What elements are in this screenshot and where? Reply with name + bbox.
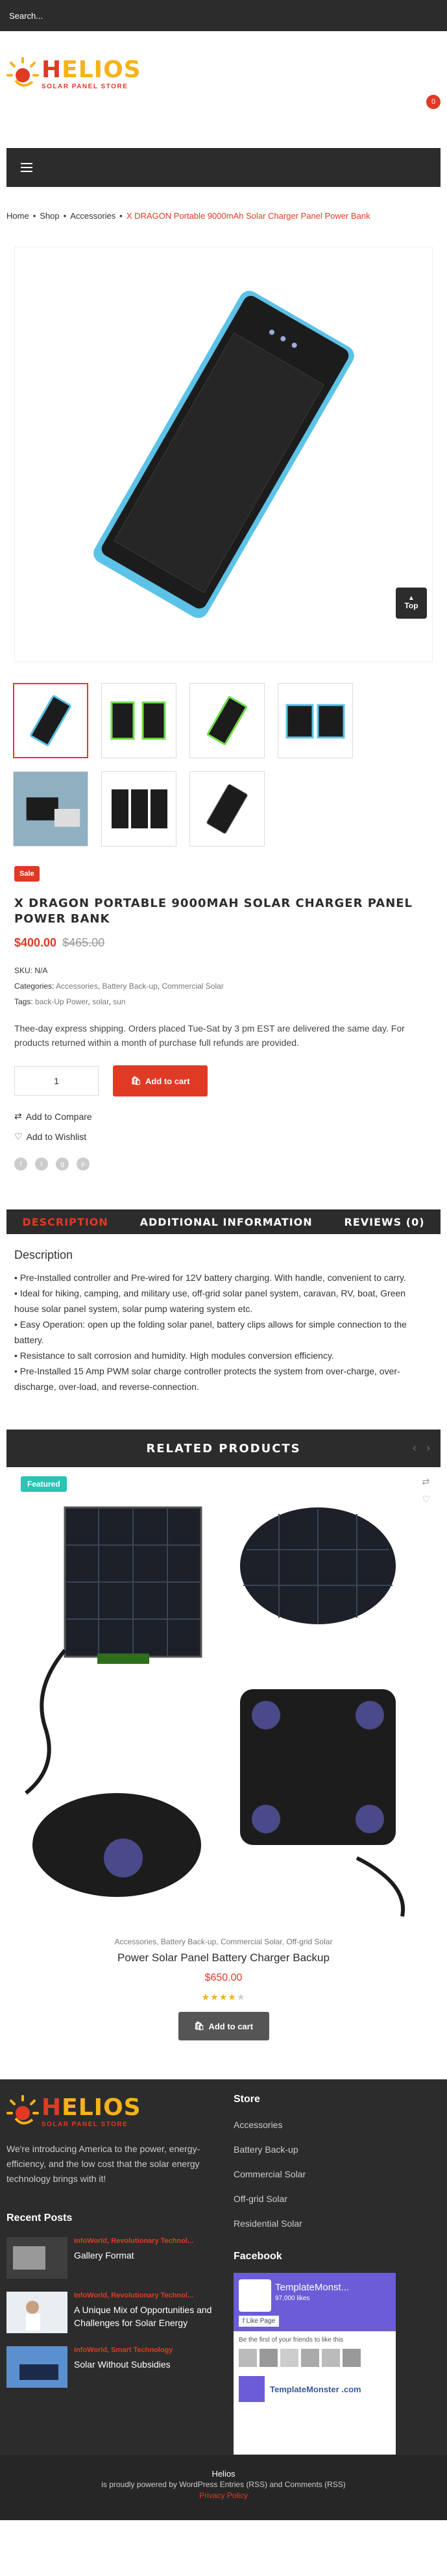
logo-name: ELIOS: [62, 2094, 141, 2121]
featured-badge: Featured: [21, 1476, 67, 1492]
post-thumbnail: [6, 2346, 67, 2388]
recent-post[interactable]: [6, 2346, 227, 2388]
tag-link[interactable]: solar: [92, 997, 109, 1006]
chevron-left-icon[interactable]: ‹: [413, 1443, 417, 1454]
add-to-cart-row: [14, 1065, 433, 1096]
category-link[interactable]: Accessories: [56, 982, 98, 991]
chevron-right-icon[interactable]: ›: [426, 1443, 430, 1454]
product-title: X DRAGON PORTABLE 9000MAH SOLAR CHARGER PANEL POWER BANK: [14, 897, 413, 926]
logo-letter: H: [42, 2094, 62, 2121]
post-category: InfoWorld, Revolutionary Technol...: [74, 2292, 194, 2299]
related-products-header: [6, 1430, 441, 1467]
sku-label: SKU:: [14, 966, 33, 975]
product-meta: [14, 963, 433, 1009]
breadcrumb: [0, 211, 447, 221]
categories-row: Categories: Accessories, Battery Back-up, Commercial Solar: [14, 982, 224, 991]
bag-icon: 🛍: [130, 1076, 141, 1085]
post-title: Solar Without Subsidies: [74, 2359, 171, 2370]
related-products-title: RELATED PRODUCTS: [146, 1441, 301, 1455]
wishlist-label: Add to Wishlist: [26, 1131, 87, 1142]
breadcrumb-separator: •: [63, 211, 67, 221]
footer-powered: is proudly powered by WordPress Entries (RSS) and Comments (RSS): [101, 2480, 346, 2489]
sku-row: [14, 963, 433, 978]
post-thumbnail: [6, 2237, 67, 2279]
logo-tagline: SOLAR PANEL STORE: [42, 2120, 128, 2128]
tags-row: Tags: back-Up Power, solar, sun: [14, 997, 126, 1006]
star-icon: ★: [210, 1992, 219, 2002]
bag-icon: 🛍: [193, 2021, 205, 2031]
tags-label: Tags:: [14, 997, 33, 1006]
top-bar: [0, 0, 447, 31]
logo-wordmark: [42, 58, 141, 90]
tag-link[interactable]: back-Up Power: [35, 997, 88, 1006]
store-title: Store: [234, 2094, 260, 2105]
product-card-price: $650.00: [204, 1972, 243, 1983]
description-item: • Easy Operation: open up the folding solar panel, battery clips allows for simple connection to the battery.: [14, 1319, 407, 1345]
description-panel: [14, 1248, 433, 1394]
facebook-widget[interactable]: [234, 2273, 396, 2455]
fb-friends-text: Be the first of your friends to like this: [239, 2336, 344, 2344]
scroll-to-top-button[interactable]: [396, 588, 427, 619]
google-plus-icon[interactable]: g: [56, 1158, 69, 1170]
product-card-categories[interactable]: Accessories, Battery Back-up, Commercial Solar, Off-grid Solar: [114, 1937, 333, 1946]
description-item: • Ideal for hiking, camping, and military use, off-grid solar panel system, caravan, RV, boat, Green house solar panel system, solar pump watering system etc.: [14, 1288, 406, 1314]
fb-likes: 97,000 likes: [275, 2295, 310, 2302]
heart-icon[interactable]: ♡: [422, 1494, 430, 1504]
product-price: [14, 936, 433, 950]
page-avatar: [239, 2279, 271, 2312]
cart-count-badge[interactable]: 0: [426, 95, 441, 109]
breadcrumb-accessories[interactable]: Accessories: [70, 211, 116, 221]
store-links: [234, 2120, 441, 2229]
fb-post-name[interactable]: TemplateMonster .com: [270, 2384, 361, 2394]
compare-label: Add to Compare: [25, 1111, 92, 1122]
logo-wordmark: [42, 2096, 141, 2128]
footer-site-name[interactable]: Helios: [211, 2469, 236, 2479]
store-link[interactable]: Residential Solar: [234, 2218, 302, 2229]
post-title: Gallery Format: [74, 2250, 134, 2260]
sun-logo-icon: [6, 56, 39, 92]
product-tabs: [6, 1209, 441, 1234]
search-input[interactable]: Search...: [9, 10, 43, 21]
star-icon: ★: [219, 1992, 228, 2002]
heart-icon: ♡: [14, 1131, 23, 1141]
post-category: InfoWorld, Smart Technology: [74, 2346, 173, 2354]
add-to-cart-label: Add to cart: [208, 2021, 254, 2031]
post-title: A Unique Mix of Opportunities and Challenges for Solar Energy: [74, 2305, 212, 2328]
description-item: • Resistance to salt corrosion and humidity. High modules conversion efficiency.: [14, 1350, 334, 1361]
logo-name: ELIOS: [62, 56, 141, 83]
compare-icon: ⇄: [14, 1111, 22, 1121]
footer-bottom: [0, 2455, 447, 2520]
star-icon: ★: [201, 1992, 211, 2002]
description-heading: Description: [14, 1248, 73, 1261]
shipping-info: Thee-day express shipping. Orders placed Tue-Sat by 3 pm EST are delivered the same day. For products returned within a month of purchase full refunds are provided.: [14, 1023, 405, 1048]
recent-posts-title: Recent Posts: [6, 2212, 73, 2223]
tab-reviews[interactable]: REVIEWS (0): [344, 1215, 425, 1228]
fb-post: [234, 2367, 396, 2402]
fb-like-button[interactable]: [239, 2316, 279, 2327]
star-icon: ★: [236, 1992, 246, 2002]
fb-like-label: Like Page: [246, 2318, 276, 2325]
category-link[interactable]: Commercial Solar: [162, 982, 224, 991]
breadcrumb-current: X DRAGON Portable 9000mAh Solar Charger Panel Power Bank: [126, 211, 370, 221]
logo-tagline: SOLAR PANEL STORE: [42, 82, 128, 90]
breadcrumb-separator: •: [32, 211, 36, 221]
product-card-add-to-cart[interactable]: [178, 2012, 269, 2040]
categories-label: Categories:: [14, 982, 54, 991]
recent-post[interactable]: [6, 2292, 227, 2333]
description-item: • Pre-Installed 15 Amp PWM solar charge controller protects the system from over-charge, over-discharge, over-load, and reverse-connection.: [14, 1366, 400, 1392]
menu-toggle-icon[interactable]: [21, 163, 32, 172]
quantity-input[interactable]: 1: [14, 1066, 99, 1096]
solar-panel-image: [6, 1494, 441, 1923]
power-bank-image: [88, 286, 360, 623]
chevron-up-icon: ▲: [408, 595, 415, 602]
store-link[interactable]: Accessories: [234, 2120, 283, 2130]
thumbnail[interactable]: [13, 771, 88, 847]
site-header: [0, 31, 447, 117]
thumbnail[interactable]: [189, 771, 265, 847]
store-link[interactable]: Off-grid Solar: [234, 2194, 287, 2204]
product-card: [6, 1467, 441, 2040]
thumbnail[interactable]: [101, 771, 176, 847]
page-avatar: [239, 2376, 265, 2402]
breadcrumb-home[interactable]: Home: [6, 211, 29, 221]
compare-icon[interactable]: ⇄: [422, 1476, 430, 1487]
top-label: Top: [404, 601, 418, 610]
site-footer: [0, 2079, 447, 2520]
social-share: [14, 1158, 433, 1170]
pinterest-icon[interactable]: p: [77, 1158, 90, 1170]
fb-page-name: TemplateMonst...: [275, 2282, 350, 2293]
add-to-cart-button[interactable]: [113, 1065, 208, 1096]
store-link[interactable]: Battery Back-up: [234, 2144, 298, 2155]
tab-additional-information[interactable]: ADDITIONAL INFORMATION: [139, 1215, 313, 1228]
privacy-policy-link[interactable]: Privacy Policy: [199, 2491, 248, 2500]
price-current: $400.00: [14, 936, 57, 949]
category-link[interactable]: Battery Back-up: [102, 982, 158, 991]
description-item: • Pre-Installed controller and Pre-wired for 12V battery charging. With handle, convenient to carry.: [14, 1272, 406, 1283]
carousel-arrows: [413, 1443, 430, 1454]
site-logo[interactable]: [6, 56, 141, 92]
main-navbar: [6, 148, 441, 187]
star-icon: ★: [228, 1992, 237, 2002]
tab-description[interactable]: DESCRIPTION: [22, 1215, 108, 1228]
store-link[interactable]: Commercial Solar: [234, 2169, 306, 2179]
footer-logo[interactable]: [6, 2094, 227, 2130]
product-card-name[interactable]: Power Solar Panel Battery Charger Backup: [117, 1951, 330, 1964]
star-rating: [6, 1992, 441, 2003]
post-category: InfoWorld, Revolutionary Technol...: [74, 2237, 194, 2245]
product-main-image[interactable]: [14, 247, 433, 662]
add-to-wishlist-link[interactable]: [14, 1131, 433, 1142]
breadcrumb-shop[interactable]: Shop: [40, 211, 60, 221]
twitter-icon[interactable]: t: [35, 1158, 48, 1170]
logo-letter: H: [42, 56, 62, 83]
price-original: $465.00: [62, 936, 105, 949]
post-thumbnail: [6, 2292, 67, 2333]
product-card-image[interactable]: [6, 1494, 441, 1923]
facebook-icon[interactable]: f: [14, 1158, 27, 1170]
facebook-title: Facebook: [234, 2251, 282, 2262]
facebook-cover: [234, 2273, 396, 2331]
thumbnail[interactable]: [278, 683, 353, 758]
tag-link[interactable]: sun: [113, 997, 126, 1006]
thumbnail[interactable]: [101, 683, 176, 758]
product-thumbnails: [0, 683, 447, 847]
facebook-icon: f: [243, 2318, 245, 2325]
add-to-cart-label: Add to cart: [145, 1076, 190, 1086]
recent-post[interactable]: [6, 2237, 227, 2279]
fb-friend-avatars: [234, 2349, 396, 2367]
add-to-compare-link[interactable]: [14, 1111, 433, 1122]
sale-badge: Sale: [14, 866, 40, 882]
breadcrumb-separator: •: [119, 211, 123, 221]
thumbnail[interactable]: [189, 683, 265, 758]
sun-logo-icon: [6, 2094, 39, 2130]
footer-about: We're introducing America to the power, energy-efficiency, and the low cost that the solar energy technology brings with it!: [6, 2144, 200, 2184]
thumbnail[interactable]: [13, 683, 88, 758]
sku-value: N/A: [34, 966, 48, 975]
